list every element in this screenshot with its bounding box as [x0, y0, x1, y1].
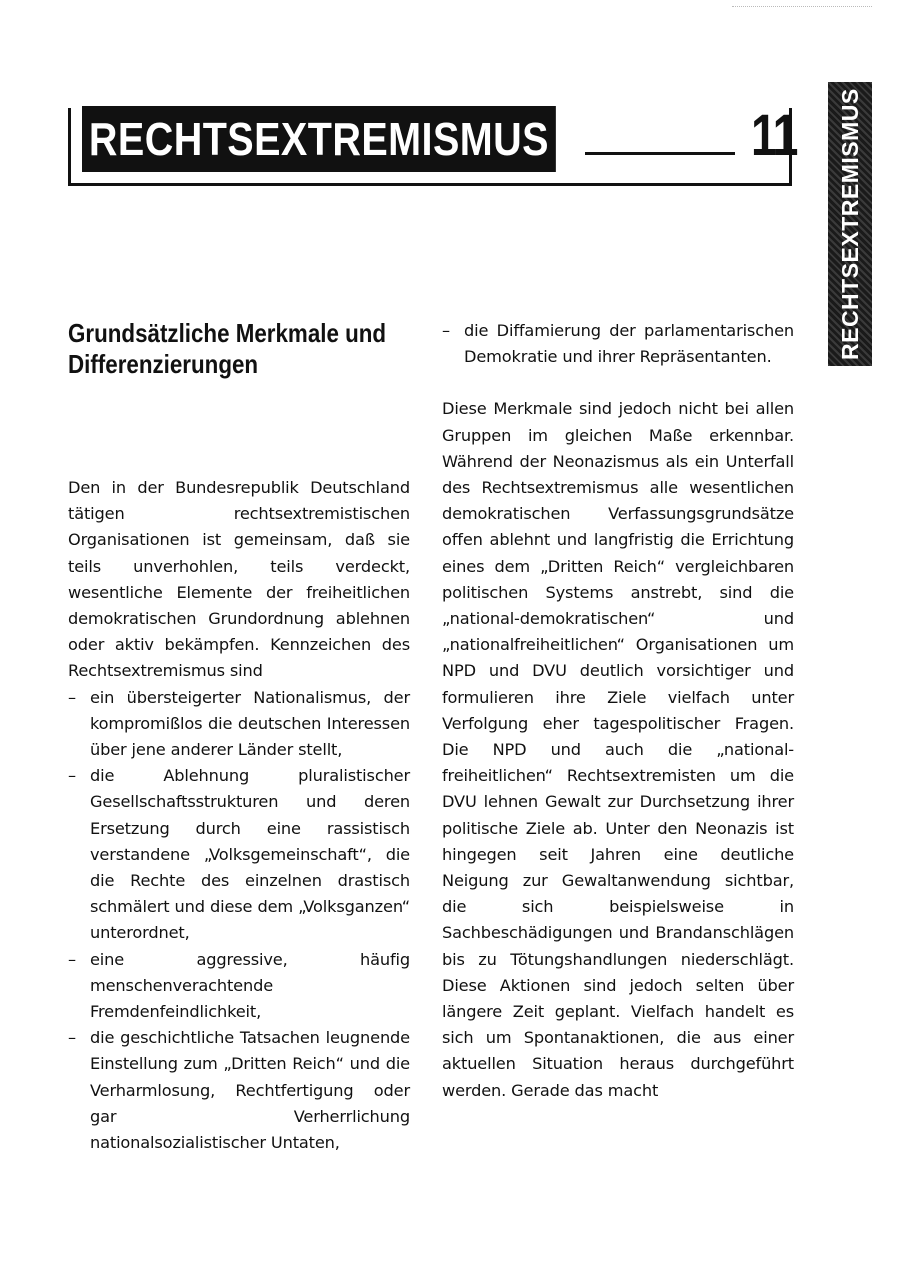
list-item: – eine aggressive, häufig menschenverachtende Fremdenfeindlichkeit, [68, 947, 410, 1026]
intro-paragraph: Den in der Bundesrepublik Deutschland tätigen rechtsextremistischen Organisationen ist gemeinsam, daß sie teils unverhohlen, teils verdeckt, wesentliche Elemente der freiheitlichen demokratischen Grundordnung ablehnen oder aktiv bekämpfen. Kennzeichen des Rechtsextremismus sind [68, 478, 410, 681]
bullet-dash: – [68, 766, 76, 786]
header-line [585, 152, 735, 155]
list-item: – die geschichtliche Tatsachen leugnende Einstellung zum „Dritten Reich“ und die Verharmlosung, Rechtfertigung oder gar Verherrlichung nationalsozialistischer Untaten, [68, 1025, 410, 1156]
bullet-dash: – [442, 321, 450, 340]
side-tab [828, 82, 872, 366]
feature-list-continued [442, 318, 794, 370]
list-item: – die Ablehnung pluralistischer Gesellschaftsstrukturen und deren Ersetzung durch eine rassistisch verstandene „Volksgemeinschaft“, die die Rechte des einzelnen drastisch schmälert und diese dem „Volksganzen“ unterordnet, [68, 763, 410, 946]
page-number: 11 [751, 103, 797, 168]
top-rule [732, 6, 872, 7]
chapter-title: RECHTSEXTREMISMUS [82, 106, 556, 172]
bullet-dash: – [68, 687, 76, 707]
side-tab-label: RECHTSEXTREMISMUS [837, 88, 863, 360]
bullet-dash: – [68, 1028, 76, 1048]
list-item: – ein übersteigerter Nationalismus, der kompromißlos die deutschen Interessen über jene anderer Länder stellt, [68, 685, 410, 764]
left-column [68, 318, 410, 1156]
feature-list [68, 685, 410, 1157]
right-column [442, 318, 794, 1104]
bullet-dash: – [68, 949, 76, 969]
section-title: Grundsätzliche Merkmale und Differenzierungen [68, 318, 387, 379]
list-item: – die Diffamierung der parlamentarischen Demokratie und ihrer Repräsentanten. [442, 318, 794, 370]
body-paragraph: Diese Merkmale sind jedoch nicht bei allen Gruppen im gleichen Maße erkennbar. Während der Neonazismus als ein Unterfall des Rechtsextremismus alle wesentlichen demokratischen Verfassungsgrundsätze offen ablehnt und langfristig die Errichtung eines dem „Dritten Reich“ vergleichbaren politischen Systems anstrebt, sind die „national-demokratischen“ und „nationalfreiheitlichen“ Organisationen um NPD und DVU deutlich vorsichtiger und formulieren ihre Ziele vielfach unter Verfolgung eher tagespolitischer Fragen. Die NPD und auch die „national-freiheitlichen“ Rechtsextremisten um die DVU lehnen Gewalt zur Durchsetzung ihrer politische Ziele ab. Unter den Neonazis ist hingegen seit Jahren eine deutliche Neigung zur Gewaltanwendung sichtbar, die sich beispielsweise in Sachbeschädigungen und Brandanschlägen bis zu Tötungshandlungen niederschlägt. Diese Aktionen sind jedoch selten über längere Zeit geplant. Vielfach handelt es sich um Spontanaktionen, die aus einer aktuellen Situation heraus durchgeführt werden. Gerade das macht [442, 399, 794, 1100]
